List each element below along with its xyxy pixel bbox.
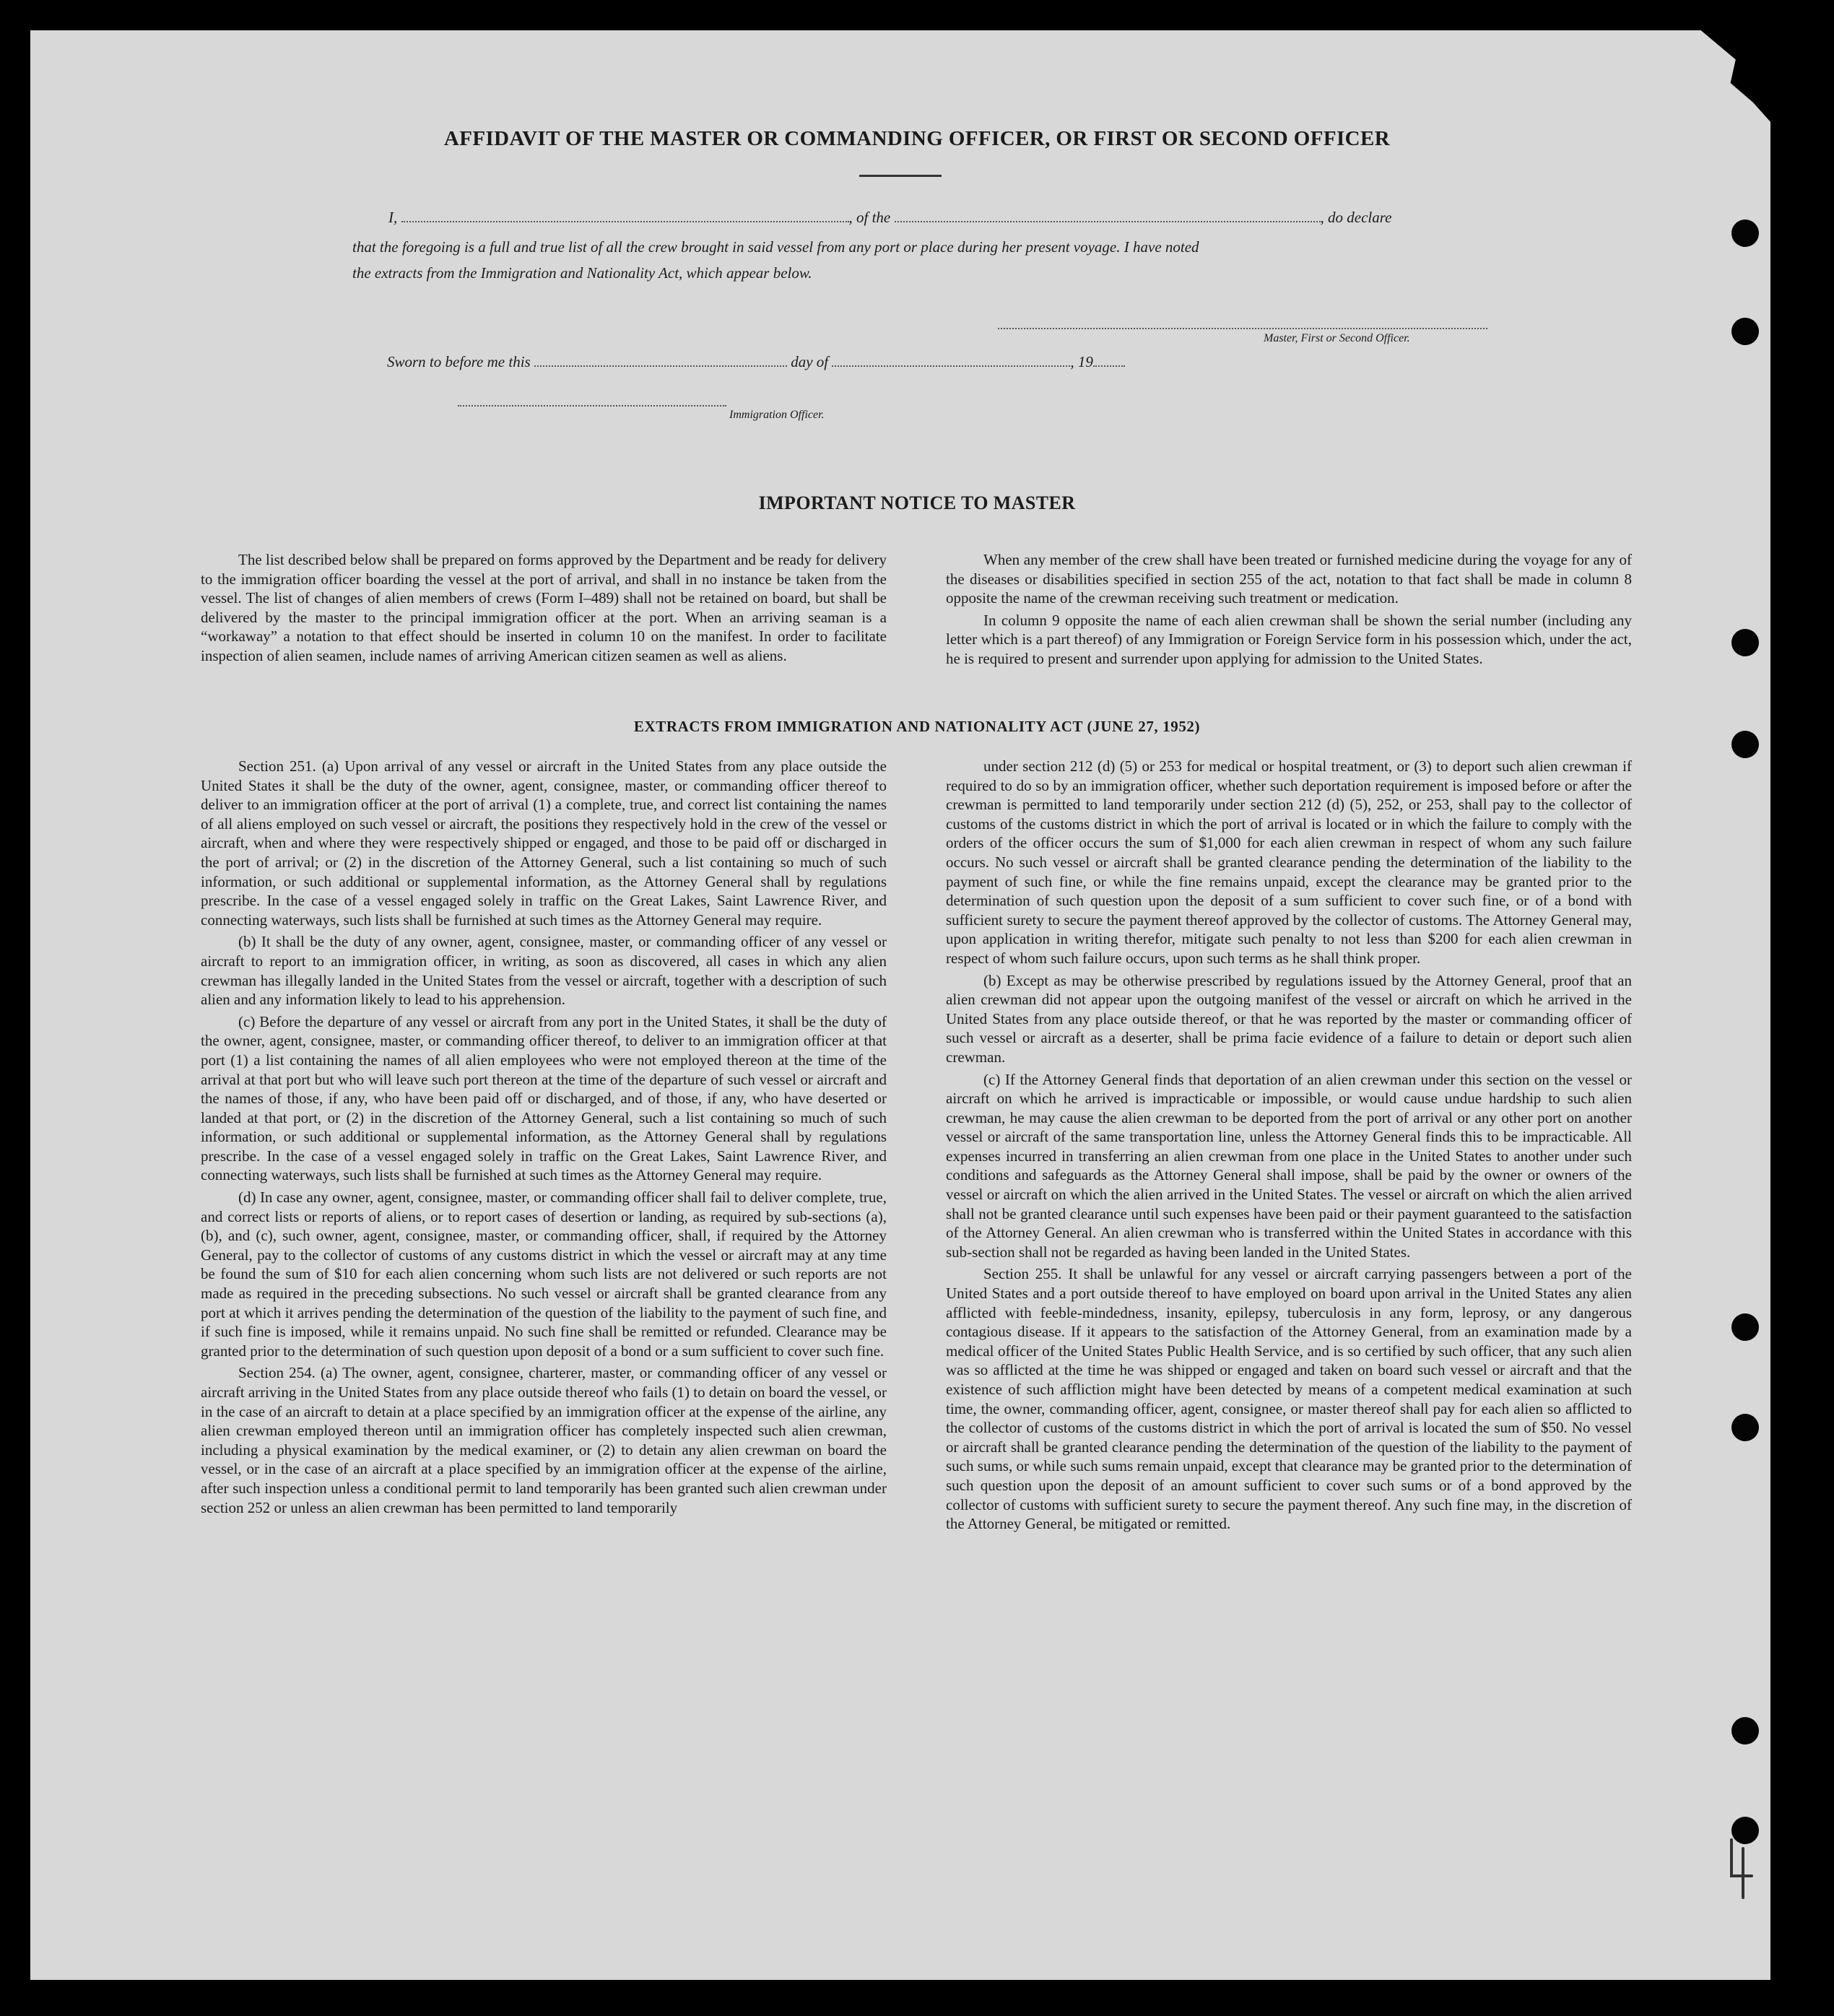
do-declare-label: , do declare: [1320, 209, 1392, 226]
binder-hole: [1731, 1313, 1759, 1341]
extracts-left-column: [201, 757, 887, 1520]
extract-paragraph: (b) Except as may be otherwise prescribed by regulations issued by the Attorney General, proof that an alien crewman did not appear upon the outgoing manifest of the vessel or aircraft on which he arrived in the United States from any place outside thereof, or that he was reported by the master or commanding officer of such vessel or aircraft as a deserter, shall be prima facie evidence of a failure to detain or deport such alien crewman.: [946, 971, 1632, 1066]
extract-paragraph: (b) It shall be the duty of any owner, agent, consignee, master, or commanding officer of any vessel or aircraft to report to an immigration officer, in writing, as soon as discovered, all cases in which any alien crewman has illegally landed in the United States from the vessel or aircraft, together with a description of such alien and any information likely to lead to his apprehension.: [201, 933, 887, 1009]
notice-title: IMPORTANT NOTICE TO MASTER: [758, 492, 1076, 513]
sworn-year-blank[interactable]: [1093, 352, 1125, 367]
notice-left-column: [201, 550, 887, 669]
extract-paragraph: (d) In case any owner, agent, consignee, master, or commanding officer shall fail to deliver complete, true, and correct lists or reports of aliens, or to report cases of desertion or landing, as required by sub-sections (a), (b), and (c), such owner, agent, consignee, master, or commanding officer, shall, if required by the Attorney General, pay to the collector of customs of any customs district in which the vessel or aircraft may at any time be found the sum of $10 for each alien concerning whom such lists are not delivered or such reports are not made as required in the preceding subsections. No such vessel or aircraft shall be granted clearance from any port at which it arrives pending the determination of the question of the liability to the payment of such fine, and if such fine is imposed, while it remains unpaid. No such fine shall be remitted or refunded. Clearance may be granted prior to the determination of such question upon deposit of a bond or a sum sufficient to cover such fine.: [201, 1189, 887, 1360]
binder-hole: [1731, 1717, 1759, 1745]
sworn-day-of-label: day of: [791, 353, 829, 370]
extract-paragraph: Section 255. It shall be unlawful for any vessel or aircraft carrying passengers between a port of the United States and a port outside thereof to have employed on board upon arrival in the United States any alien afflicted with feeble-mindedness, insanity, epilepsy, tuberculosis in any form, leprosy, or any dangerous contagious disease. If it appears to the satisfaction of the Attorney General, from an examination made by a medical officer of the United States Public Health Service, and is so certified by such officer, that any such alien was so afflicted at the time he was shipped or engaged and taken on board such vessel or aircraft and that the existence of such affliction might have been detected by means of a competent medical examination at such time, the owner, commanding officer, agent, consignee, or master thereof shall pay for each alien so afflicted to the collector of customs of the customs district in which the port of arrival is located the sum of $50. No vessel or aircraft shall be granted clearance pending the determination of the question of the liability to the payment of such sums, or while such sums remain unpaid, except that clearance may be granted prior to the determination of such question upon the deposit of an amount sufficient to cover such sums or of a bond approved by the collector of customs with sufficient surety to secure the payment thereof. Any such fine may, in the discretion of the Attorney General, be mitigated or remitted.: [946, 1265, 1632, 1533]
vessel-blank[interactable]: [895, 208, 1321, 222]
statement-line-1: that the foregoing is a full and true list of all the crew brought in said vessel from any port or place during her present voyage. I have noted: [352, 238, 1199, 256]
extract-paragraph: Section 251. (a) Upon arrival of any vessel or aircraft in the United States from any place outside the United States it shall be the duty of the owner, agent, consignee, master, or commanding officer thereof to deliver to an immigration officer at the port of arrival (1) a complete, true, and correct list containing the names of all aliens employed on such vessel or aircraft, the positions they respectively hold in the crew of the vessel or aircraft, when and where they were respectively shipped or engaged, and those to be paid off or discharged in the port of arrival; or (2) in the discretion of the Attorney General, such a list containing so much of such information, or such additional or supplemental information, as the Attorney General shall by regulations prescribe. In the case of a vessel engaged solely in traffic on the Great Lakes, Saint Lawrence River, and connecting waterways, such lists shall be furnished at such times as the Attorney General may require.: [201, 757, 887, 929]
sworn-line: [387, 352, 1125, 371]
officer-signature-caption: Immigration Officer.: [729, 409, 825, 421]
declaration-line: [388, 208, 1391, 227]
notice-paragraph: When any member of the crew shall have been treated or furnished medicine during the voyage for any of the diseases or disabilities specified in section 255 of the act, notation to that fact shall be made in column 8 opposite the name of the crewman receiving such treatment or medication.: [946, 551, 1632, 607]
extract-paragraph: (c) If the Attorney General finds that deportation of an alien crewman under this section on the vessel or aircraft on which he arrived is impracticable or impossible, or would cause undue hardship to such alien crewman, he may cause the alien crewman to be deported from the port of arrival or any other port on another vessel or aircraft of the same transportation line, unless the Attorney General finds this to be impracticable. All expenses incurred in transferring an alien crewman from one place in the United States to another under such conditions and safeguards as the Attorney General shall impose, shall be paid by the owner or owners of the vessel or aircraft on which the alien arrived in the United States. The vessel or aircraft on which the alien arrived shall not be granted clearance until such expenses have been paid or their payment guaranteed to the satisfaction of the Attorney General. An alien crewman who is transferred within the United States in accordance with this sub-section shall not be regarded as having been landed in the United States.: [946, 1070, 1632, 1261]
extracts-right-column: [946, 757, 1632, 1537]
sworn-year-label: , 19: [1070, 353, 1093, 370]
name-blank[interactable]: [401, 208, 849, 222]
notice-right-column: [946, 550, 1632, 672]
officer-signature-line[interactable]: [458, 405, 726, 407]
master-signature-line[interactable]: [998, 328, 1487, 329]
title-divider: [859, 175, 942, 177]
extract-paragraph: (c) Before the departure of any vessel or aircraft from any port in the United States, it shall be the duty of the owner, agent, consignee, master, or commanding officer thereof, to deliver to an immigration officer at that port (1) a list containing the names of all alien employees who were not employed thereon at the time of the arrival at that port but who will leave such port thereon at the time of the departure of such vessel or aircraft and the names of those, if any, who have been paid off or discharged, and of those, if any, who have deserted or landed at that port, or (2) in the discretion of the Attorney General, such a list containing so much of such information, or such additional or supplemental information, as the Attorney General shall by regulations prescribe. In the case of a vessel engaged solely in traffic on the Great Lakes, Saint Lawrence River, and connecting waterways, such lists shall be furnished at such times as the Attorney General may require.: [201, 1012, 887, 1184]
declare-i-label: I,: [388, 209, 398, 226]
notice-paragraph: In column 9 opposite the name of each alien crewman shall be shown the serial number (including any letter which is a part thereof) of any Immigration or Foreign Service form in his possession which, under the act, he is required to present and surrender upon applying for admission to the United States.: [946, 611, 1632, 667]
extract-paragraph: under section 212 (d) (5) or 253 for medical or hospital treatment, or (3) to deport such alien crewman if required to do so by an immigration officer, whether such deportation requirement is imposed before or after the crewman is permitted to land temporarily under section 212 (d) (5), 252, or 253, shall pay to the collector of customs of the customs district in which the port of arrival is located or in which the failure to comply with the orders of the officer occurs the sum of $1,000 for each alien crewman in respect of whom any such failure occurs. No such vessel or aircraft shall be granted clearance pending the determination of the liability to the payment of such fine, or while the fine remains unpaid, except the clearance may be granted prior to the determination of such question upon the deposit of a sum sufficient to cover such fine, or of a bond with sufficient surety to secure the payment thereof approved by the collector of customs. The Attorney General may, upon application in writing therefor, mitigate such penalty to not less than $200 for each alien crewman in respect of whom such failure occurs, upon such terms as he shall think proper.: [946, 757, 1632, 967]
extracts-title: EXTRACTS FROM IMMIGRATION AND NATIONALITY ACT (JUNE 27, 1952): [633, 718, 1201, 735]
notice-paragraph: The list described below shall be prepared on forms approved by the Department and be ready for delivery to the immigration officer boarding the vessel at the port of arrival, and shall in no instance be taken from the vessel. The list of changes of alien members of crews (Form I–489) shall not be retained on board, but shall be delivered by the master to the principal immigration officer at the port. When an arriving seaman is a “workaway” a notation to that effect should be inserted in column 10 on the manifest. In order to facilitate inspection of alien seamen, include names of arriving American citizen seamen as well as aliens.: [201, 551, 887, 664]
handwritten-page-number: [1726, 1834, 1755, 1899]
affidavit-title: AFFIDAVIT OF THE MASTER OR COMMANDING OFFICER, OR FIRST OR SECOND OFFICER: [443, 127, 1391, 150]
master-signature-caption: Master, First or Second Officer.: [1264, 332, 1410, 344]
sworn-month-blank[interactable]: [832, 352, 1070, 367]
binder-hole: [1731, 220, 1759, 247]
extract-paragraph: Section 254. (a) The owner, agent, consignee, charterer, master, or commanding officer of any vessel or aircraft arriving in the United States from any place outside thereof who fails (1) to detain on board the vessel, or in the case of an aircraft to detain at a place specified by an immigration officer at the expense of the airline, any alien crewman employed thereon until an immigration officer has completely inspected such alien crewman, including a physical examination by the medical examiner, or (2) to detain any alien crewman on board the vessel, or in the case of an aircraft at a place specified by an immigration officer at the expense of the airline, after such inspection unless a conditional permit to land temporarily has been granted such alien crewman under section 252 or unless an alien crewman has been permitted to land temporarily: [201, 1364, 887, 1516]
binder-hole: [1731, 629, 1759, 656]
sworn-prefix: Sworn to before me this: [387, 353, 531, 370]
of-the-label: , of the: [848, 209, 891, 226]
sworn-day-blank[interactable]: [534, 352, 787, 367]
statement-line-2: the extracts from the Immigration and Nationality Act, which appear below.: [352, 264, 812, 282]
binder-hole: [1731, 1414, 1759, 1441]
binder-hole: [1731, 318, 1759, 345]
